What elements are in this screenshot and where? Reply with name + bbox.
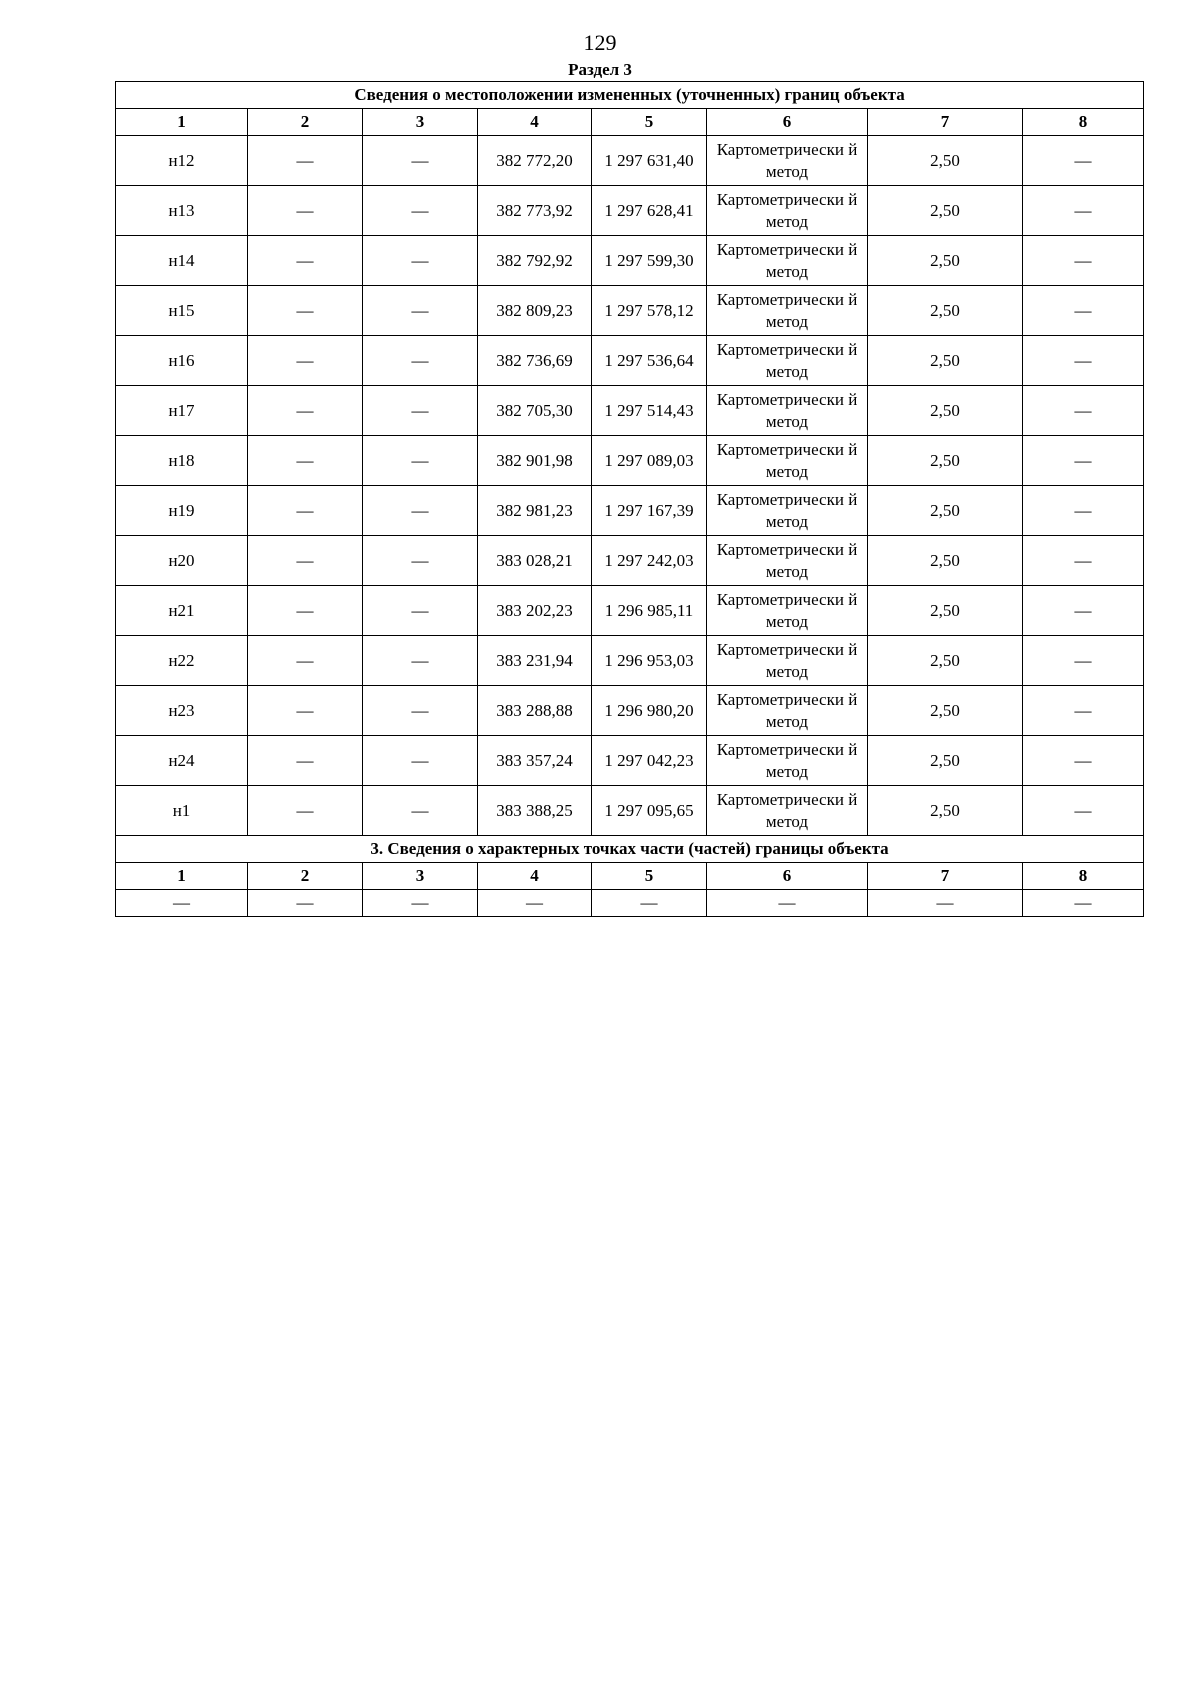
column-header: 7 <box>868 109 1023 136</box>
table-cell-col2: — <box>248 286 363 336</box>
table-cell-col7: 2,50 <box>868 786 1023 836</box>
column-header: 2 <box>248 109 363 136</box>
table-cell-col4: 382 809,23 <box>478 286 592 336</box>
table-cell-col7: 2,50 <box>868 336 1023 386</box>
table-row <box>116 736 1144 786</box>
table-cell-col1: н12 <box>116 136 248 186</box>
table-cell-col8: — <box>1023 286 1144 336</box>
table-row <box>116 186 1144 236</box>
table-cell-col7: 2,50 <box>868 236 1023 286</box>
table-cell-col7: 2,50 <box>868 686 1023 736</box>
table-cell-col7: 2,50 <box>868 536 1023 586</box>
table-cell-col3: — <box>363 186 478 236</box>
table-cell-col4: 383 357,24 <box>478 736 592 786</box>
table-caption-row <box>116 82 1144 109</box>
table-cell-col3: — <box>363 286 478 336</box>
table-cell-col4: 382 736,69 <box>478 336 592 386</box>
table-cell-col7: 2,50 <box>868 736 1023 786</box>
column-header: 6 <box>707 863 868 890</box>
table-cell-col3: — <box>363 786 478 836</box>
table-cell-col3: — <box>363 486 478 536</box>
column-header: 4 <box>478 109 592 136</box>
table-cell-col6: Картометрически й метод <box>707 336 868 386</box>
table-cell-col5: 1 297 536,64 <box>592 336 707 386</box>
table-cell-col5: 1 296 980,20 <box>592 686 707 736</box>
table-cell-col1: н23 <box>116 686 248 736</box>
table-cell-col1: н18 <box>116 436 248 486</box>
table-cell-col1: н13 <box>116 186 248 236</box>
section-title: Раздел 3 <box>568 60 632 79</box>
table-cell-col6: Картометрически й метод <box>707 686 868 736</box>
table-cell-col6: Картометрически й метод <box>707 436 868 486</box>
table-cell-col7: — <box>868 890 1023 917</box>
table-cell-col1: н15 <box>116 286 248 336</box>
table-cell-col4: — <box>478 890 592 917</box>
column-header: 1 <box>116 863 248 890</box>
table-cell-col3: — <box>363 736 478 786</box>
column-header: 8 <box>1023 109 1144 136</box>
table-cell-col8: — <box>1023 436 1144 486</box>
page-number: 129 <box>583 30 617 55</box>
table-cell-col2: — <box>248 786 363 836</box>
table-cell-col3: — <box>363 336 478 386</box>
table-cell-col2: — <box>248 386 363 436</box>
table-cell-col4: 383 288,88 <box>478 686 592 736</box>
table-cell-col5: 1 297 167,39 <box>592 486 707 536</box>
table-cell-col4: 382 773,92 <box>478 186 592 236</box>
table-cell-col8: — <box>1023 386 1144 436</box>
table-cell-col8: — <box>1023 186 1144 236</box>
table-cell-col5: — <box>592 890 707 917</box>
column-header: 4 <box>478 863 592 890</box>
table-cell-col3: — <box>363 686 478 736</box>
table-cell-col1: — <box>116 890 248 917</box>
table-cell-col2: — <box>248 536 363 586</box>
table-cell-col1: н16 <box>116 336 248 386</box>
table-cell-col3: — <box>363 136 478 186</box>
table-cell-col7: 2,50 <box>868 636 1023 686</box>
table-cell-col1: н20 <box>116 536 248 586</box>
parts-caption-row <box>116 836 1144 863</box>
table-cell-col8: — <box>1023 736 1144 786</box>
table-cell-col4: 383 028,21 <box>478 536 592 586</box>
column-header: 7 <box>868 863 1023 890</box>
table-cell-col5: 1 297 242,03 <box>592 536 707 586</box>
table-cell-col5: 1 297 514,43 <box>592 386 707 436</box>
table-cell-col6: Картометрически й метод <box>707 236 868 286</box>
table-cell-col3: — <box>363 436 478 486</box>
boundary-table <box>115 81 1144 917</box>
column-header: 3 <box>363 109 478 136</box>
table-header-row <box>116 109 1144 136</box>
table-cell-col1: н14 <box>116 236 248 286</box>
table-cell-col5: 1 297 631,40 <box>592 136 707 186</box>
table-row <box>116 386 1144 436</box>
table-row <box>116 436 1144 486</box>
table-cell-col1: н21 <box>116 586 248 636</box>
table-cell-col2: — <box>248 586 363 636</box>
table-cell-col2: — <box>248 336 363 386</box>
table-cell-col6: Картометрически й метод <box>707 186 868 236</box>
table-cell-col4: 382 981,23 <box>478 486 592 536</box>
table-cell-col6: — <box>707 890 868 917</box>
table-cell-col3: — <box>363 890 478 917</box>
table-cell-col4: 383 202,23 <box>478 586 592 636</box>
table-row <box>116 336 1144 386</box>
table-cell-col8: — <box>1023 486 1144 536</box>
table-cell-col1: н19 <box>116 486 248 536</box>
table-cell-col3: — <box>363 536 478 586</box>
table-cell-col5: 1 297 042,23 <box>592 736 707 786</box>
table-cell-col5: 1 297 599,30 <box>592 236 707 286</box>
table-cell-col2: — <box>248 236 363 286</box>
table-cell-col8: — <box>1023 586 1144 636</box>
table-caption: Сведения о местоположении измененных (уточненных) границ объекта <box>116 82 1144 109</box>
table-row <box>116 136 1144 186</box>
table-row <box>116 586 1144 636</box>
table-cell-col1: н17 <box>116 386 248 436</box>
parts-caption: 3. Сведения о характерных точках части (частей) границы объекта <box>116 836 1144 863</box>
table-cell-col4: 383 231,94 <box>478 636 592 686</box>
table-cell-col8: — <box>1023 536 1144 586</box>
table-cell-col7: 2,50 <box>868 486 1023 536</box>
table-cell-col3: — <box>363 636 478 686</box>
table-cell-col6: Картометрически й метод <box>707 636 868 686</box>
table-cell-col2: — <box>248 436 363 486</box>
table-cell-col1: н1 <box>116 786 248 836</box>
table-row <box>116 286 1144 336</box>
table-cell-col8: — <box>1023 336 1144 386</box>
table-cell-col8: — <box>1023 686 1144 736</box>
table-cell-col6: Картометрически й метод <box>707 536 868 586</box>
table-cell-col8: — <box>1023 786 1144 836</box>
table-cell-col4: 382 792,92 <box>478 236 592 286</box>
table-row <box>116 686 1144 736</box>
table-cell-col1: н22 <box>116 636 248 686</box>
table-cell-col6: Картометрически й метод <box>707 586 868 636</box>
table-cell-col5: 1 297 095,65 <box>592 786 707 836</box>
table-cell-col7: 2,50 <box>868 586 1023 636</box>
table-cell-col2: — <box>248 136 363 186</box>
table-cell-col6: Картометрически й метод <box>707 486 868 536</box>
table-row <box>116 536 1144 586</box>
table-body <box>116 82 1144 917</box>
table-cell-col5: 1 297 089,03 <box>592 436 707 486</box>
column-header: 1 <box>116 109 248 136</box>
table-cell-col7: 2,50 <box>868 436 1023 486</box>
column-header: 8 <box>1023 863 1144 890</box>
column-header: 5 <box>592 109 707 136</box>
table-cell-col2: — <box>248 486 363 536</box>
table-cell-col8: — <box>1023 136 1144 186</box>
table-cell-col6: Картометрически й метод <box>707 286 868 336</box>
table-cell-col5: 1 296 953,03 <box>592 636 707 686</box>
table-cell-col7: 2,50 <box>868 386 1023 436</box>
table-row <box>116 636 1144 686</box>
table-cell-col8: — <box>1023 636 1144 686</box>
table-cell-col8: — <box>1023 236 1144 286</box>
table-row <box>116 786 1144 836</box>
table-cell-col4: 382 772,20 <box>478 136 592 186</box>
column-header: 3 <box>363 863 478 890</box>
column-header: 5 <box>592 863 707 890</box>
table-cell-col2: — <box>248 636 363 686</box>
table-cell-col4: 382 705,30 <box>478 386 592 436</box>
column-header: 6 <box>707 109 868 136</box>
table-cell-col7: 2,50 <box>868 186 1023 236</box>
table-cell-col3: — <box>363 586 478 636</box>
parts-header-row <box>116 863 1144 890</box>
table-cell-col3: — <box>363 386 478 436</box>
table-cell-col4: 383 388,25 <box>478 786 592 836</box>
table-row <box>116 486 1144 536</box>
table-cell-col7: 2,50 <box>868 286 1023 336</box>
table-cell-col6: Картометрически й метод <box>707 736 868 786</box>
parts-empty-row <box>116 890 1144 917</box>
table-cell-col3: — <box>363 236 478 286</box>
column-header: 2 <box>248 863 363 890</box>
table-cell-col7: 2,50 <box>868 136 1023 186</box>
table-cell-col6: Картометрически й метод <box>707 386 868 436</box>
table-cell-col2: — <box>248 890 363 917</box>
table-cell-col2: — <box>248 736 363 786</box>
table-cell-col2: — <box>248 186 363 236</box>
table-cell-col4: 382 901,98 <box>478 436 592 486</box>
table-cell-col6: Картометрически й метод <box>707 136 868 186</box>
table-cell-col8: — <box>1023 890 1144 917</box>
table-cell-col5: 1 297 578,12 <box>592 286 707 336</box>
table-cell-col2: — <box>248 686 363 736</box>
table-cell-col6: Картометрически й метод <box>707 786 868 836</box>
table-cell-col5: 1 297 628,41 <box>592 186 707 236</box>
table-row <box>116 236 1144 286</box>
table-cell-col5: 1 296 985,11 <box>592 586 707 636</box>
table-cell-col1: н24 <box>116 736 248 786</box>
